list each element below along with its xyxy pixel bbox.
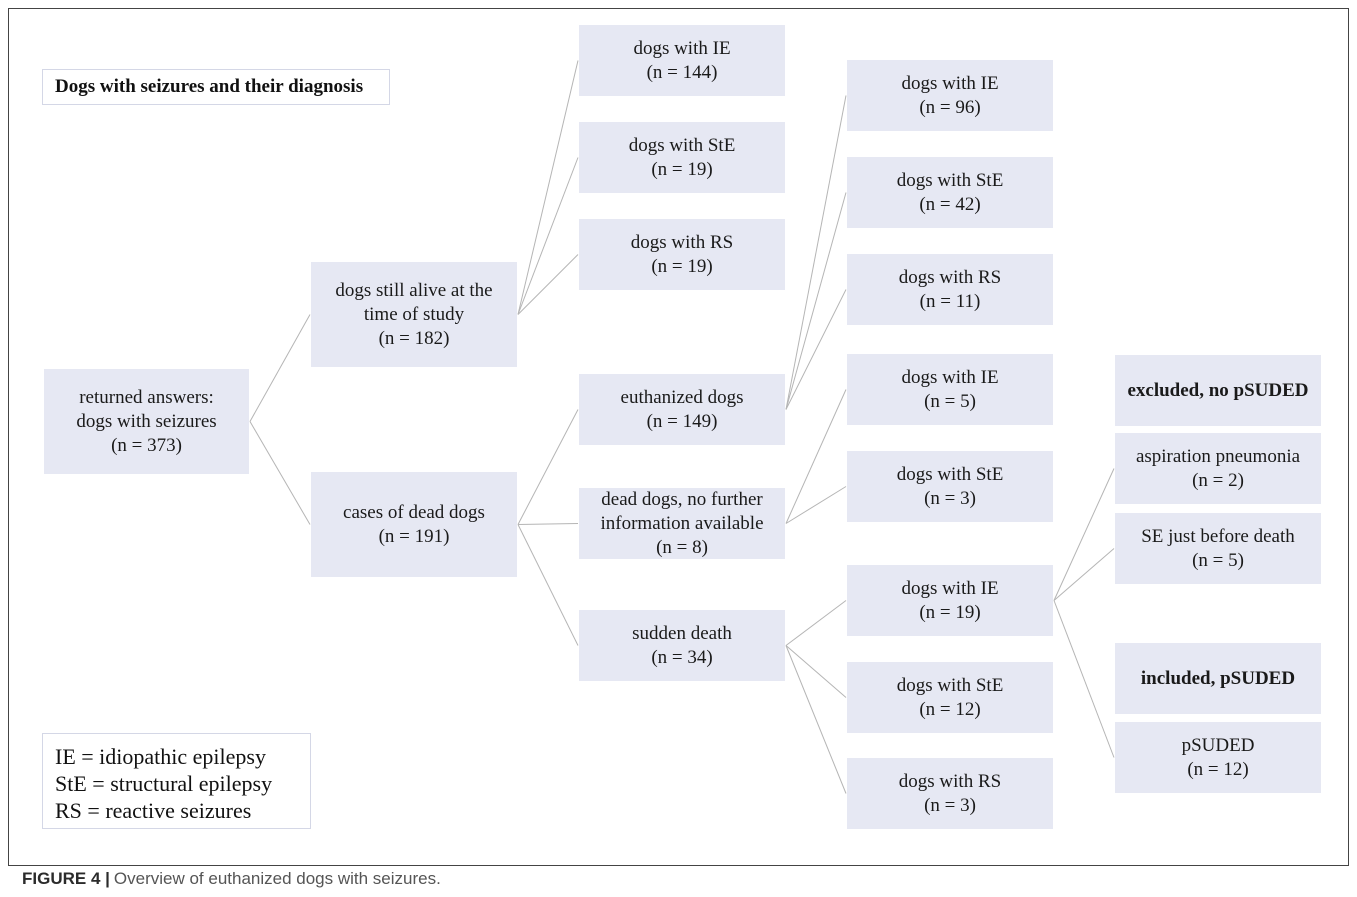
node-text-line: (n = 11) <box>919 290 981 312</box>
node-text-line: (n = 373) <box>111 434 182 456</box>
node-no-further-info <box>579 488 785 559</box>
node-text-line: pSUDED <box>1181 734 1255 756</box>
node-text-line: dogs with IE <box>633 37 731 59</box>
caption-label: FIGURE 4 | <box>22 869 110 888</box>
node-text-line: (n = 19) <box>651 158 713 180</box>
node-text-line: (n = 2) <box>1192 469 1244 491</box>
node-se-before-death <box>1115 513 1321 584</box>
node-text-line: (n = 96) <box>919 96 981 118</box>
node-text-line: sudden death <box>632 622 732 644</box>
node-included-header <box>1115 643 1321 714</box>
node-noinfo-ste <box>847 451 1053 522</box>
node-text-line: (n = 5) <box>924 390 976 412</box>
node-text-line: dogs with StE <box>628 134 736 156</box>
node-euthanized-dogs <box>579 374 785 445</box>
node-noinfo-ie <box>847 354 1053 425</box>
node-text-line: (n = 191) <box>378 525 450 547</box>
node-text-line: dogs with StE <box>896 674 1004 696</box>
node-returned-answers <box>44 369 249 474</box>
node-text-line: time of study <box>363 303 465 325</box>
node-text-line: dogs with RS <box>898 770 1002 792</box>
node-text-line: euthanized dogs <box>620 386 744 408</box>
node-text-line: returned answers: <box>79 386 214 408</box>
legend-item-rs: RS = reactive seizures <box>55 798 252 823</box>
node-sudden-death <box>579 610 785 681</box>
node-alive-ie <box>579 25 785 96</box>
node-sudden-ste <box>847 662 1053 733</box>
node-text-line: dogs with IE <box>901 366 999 388</box>
node-text-line: dogs with seizures <box>76 410 217 432</box>
node-text-line: aspiration pneumonia <box>1135 445 1301 467</box>
node-excluded-header <box>1115 355 1321 426</box>
node-text-line: (n = 12) <box>919 698 981 720</box>
node-text-line: cases of dead dogs <box>343 501 485 523</box>
node-text-line: dogs with IE <box>901 72 999 94</box>
node-text-line: dogs with IE <box>901 577 999 599</box>
node-text-line: (n = 149) <box>646 410 718 432</box>
node-text-line: dead dogs, no further <box>601 488 763 510</box>
node-text-line: excluded, no pSUDED <box>1127 379 1309 401</box>
caption-text: Overview of euthanized dogs with seizures. <box>113 869 441 888</box>
legend-box <box>42 733 311 829</box>
node-alive-ste <box>579 122 785 193</box>
node-text-line: (n = 19) <box>651 255 713 277</box>
node-text-line: (n = 42) <box>919 193 981 215</box>
node-text-line: information available <box>600 512 764 534</box>
node-text-line: dogs with RS <box>630 231 734 253</box>
legend-item-ste: StE = structural epilepsy <box>55 771 273 796</box>
node-cases-of-dead-dogs <box>311 472 517 577</box>
node-text-line: (n = 3) <box>924 487 976 509</box>
node-aspiration-pneumonia <box>1115 433 1321 504</box>
node-text-line: (n = 144) <box>646 61 718 83</box>
node-text-line: dogs with StE <box>896 463 1004 485</box>
node-text-line: included, pSUDED <box>1140 667 1296 689</box>
node-text-line: dogs with StE <box>896 169 1004 191</box>
node-text-line: (n = 12) <box>1187 758 1249 780</box>
node-euth-ie <box>847 60 1053 131</box>
figure-caption <box>22 869 441 889</box>
node-sudden-ie <box>847 565 1053 636</box>
node-alive-rs <box>579 219 785 290</box>
node-text-line: (n = 34) <box>651 646 713 668</box>
node-euth-rs <box>847 254 1053 325</box>
node-text-line: (n = 19) <box>919 601 981 623</box>
node-euth-ste <box>847 157 1053 228</box>
legend-item-ie: IE = idiopathic epilepsy <box>55 744 266 769</box>
node-text-line: dogs with RS <box>898 266 1002 288</box>
node-text-line: (n = 5) <box>1192 549 1244 571</box>
node-text-line: dogs still alive at the <box>335 279 493 301</box>
node-text-line: (n = 3) <box>924 794 976 816</box>
node-text-line: SE just before death <box>1141 525 1295 547</box>
node-psuded <box>1115 722 1321 793</box>
diagram-title: Dogs with seizures and their diagnosis <box>42 69 390 105</box>
node-dogs-still-alive <box>311 262 517 367</box>
node-sudden-rs <box>847 758 1053 829</box>
node-text-line: (n = 182) <box>378 327 450 349</box>
node-text-line: (n = 8) <box>656 536 708 558</box>
